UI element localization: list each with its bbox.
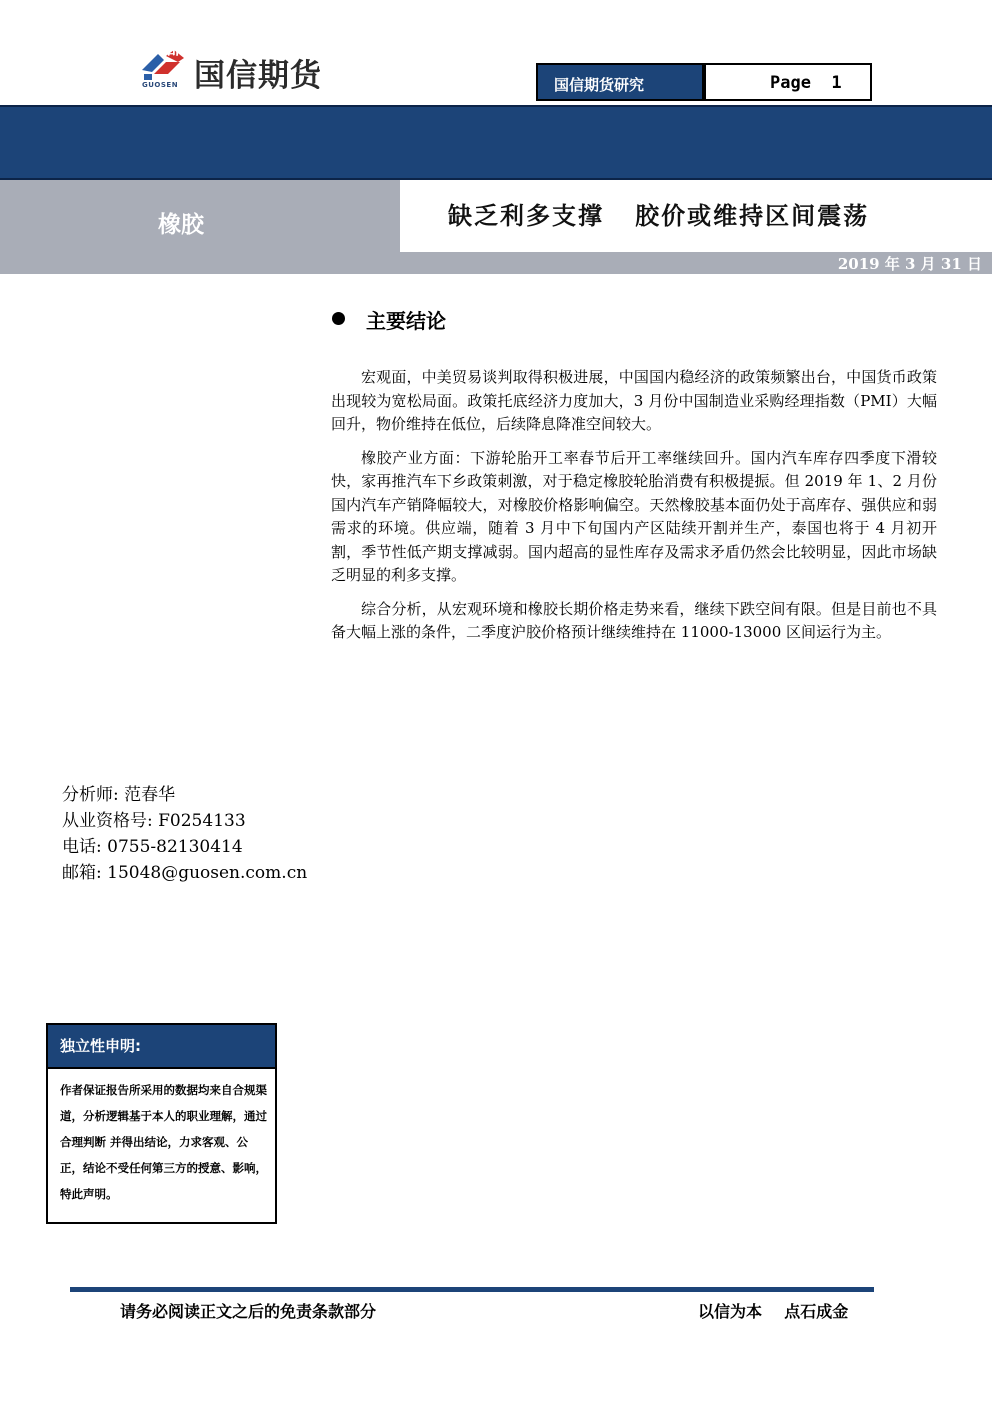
conclusion-paragraph-macro: 宏观面，中美贸易谈判取得积极进展，中国国内稳经济的政策频繁出台，中国货币政策出现较为宽松局面。政策托底经济力度加大，3 月份中国制造业采购经理指数（PMI）大幅回升，物价维持在低位，后续降息降准空间较大。 xyxy=(331,368,937,433)
section-tag: 橡胶 xyxy=(158,212,204,238)
analyst-phone: 电话: 0755-82130414 xyxy=(62,837,243,857)
analyst-license: 从业资格号: F0254133 xyxy=(62,811,246,831)
page-title: 缺乏利多支撑 胶价或维持区间震荡 xyxy=(448,201,870,230)
logo-name: 国信期货 xyxy=(194,58,322,94)
research-label: 国信期货研究 xyxy=(538,65,706,99)
conclusions-body xyxy=(331,366,937,655)
page-number: Page 1 xyxy=(770,73,842,93)
logo-sub: GUOSEN xyxy=(142,81,179,89)
conclusion-paragraph-summary: 综合分析，从宏观环境和橡胶长期价格走势来看，继续下跌空间有限。但是目前也不具备大幅上涨的条件，二季度沪胶价格预计继续维持在 11000-13000 区间运行为主。 xyxy=(331,599,937,641)
footer-divider xyxy=(70,1287,874,1292)
independence-statement-title: 独立性申明: xyxy=(48,1025,275,1069)
bullet-icon xyxy=(332,312,345,325)
footer-disclaimer-note: 请务必阅读正文之后的免责条款部分 xyxy=(120,1302,377,1321)
analyst-name: 分析师: 范春华 xyxy=(62,785,176,805)
report-title-band xyxy=(0,105,992,180)
footer-slogan: 以信为本 点石成金 xyxy=(698,1302,849,1321)
conclusions-title: 主要结论 xyxy=(366,309,446,333)
analyst-email: 邮箱: 15048@guosen.com.cn xyxy=(62,863,308,883)
independence-statement-text: 作者保证报告所采用的数据均来自合规渠道，分析逻辑基于本人的职业理解，通过合理判断 并得出结论，力求客观、公正，结论不受任何第三方的授意、影响，特此声明。 xyxy=(60,1083,267,1201)
report-series-title: 国信期货研发部橡胶季报 xyxy=(64,39,251,59)
independence-statement-box xyxy=(46,1023,277,1224)
report-date: 2019 年 3 月 31 日 xyxy=(837,255,982,273)
analyst-info xyxy=(62,782,307,886)
conclusion-paragraph-industry: 橡胶产业方面：下游轮胎开工率春节后开工率继续回升。国内汽车库存四季度下滑较快，家再推汽车下乡政策刺激，对于稳定橡胶轮胎消费有积极提振。但 2019 年 1、2 月份国内汽车产销降幅较大，对橡胶价格影响偏空。天然橡胶基本面仍处于高库存、强供应和弱需求的环境。供应端，随着 3 月中下旬国内产区陆续开割并生产，泰国也将于 4 月初开割，季节性低产期支撑减弱。国内超高的显性库存及需求矛盾仍然会比较明显，因此市场缺乏明显的利多支撑。 xyxy=(331,448,937,584)
research-page-box xyxy=(536,63,872,101)
